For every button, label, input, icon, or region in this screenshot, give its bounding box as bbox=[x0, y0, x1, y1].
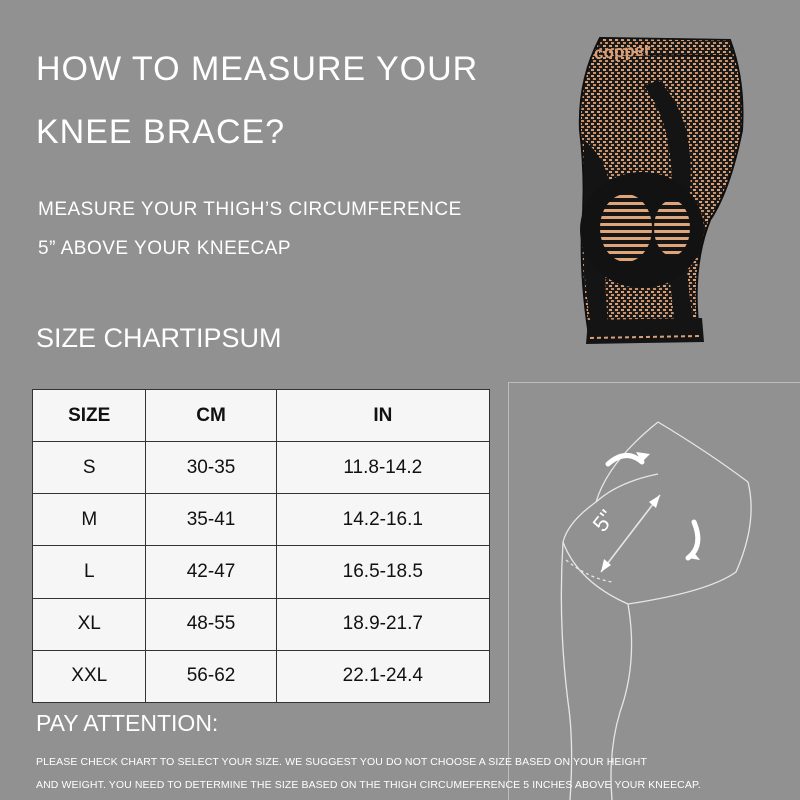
measurement-diagram bbox=[508, 382, 800, 800]
in-cell: 18.9-21.7 bbox=[276, 598, 489, 650]
size-cell: XXL bbox=[33, 650, 146, 702]
cm-cell: 30-35 bbox=[146, 442, 276, 494]
in-cell: 14.2-16.1 bbox=[276, 494, 489, 546]
table-header-row bbox=[33, 390, 490, 442]
title-line-1: HOW TO MEASURE YOUR bbox=[36, 50, 479, 88]
measure-distance-label: 5" bbox=[587, 505, 620, 537]
in-cell: 11.8-14.2 bbox=[276, 442, 489, 494]
in-cell: 16.5-18.5 bbox=[276, 546, 489, 598]
column-header-size: SIZE bbox=[33, 390, 146, 442]
size-chart-heading: SIZE CHARTIPSUM bbox=[36, 323, 282, 353]
size-cell: XL bbox=[33, 598, 146, 650]
cm-cell: 42-47 bbox=[146, 546, 276, 598]
size-cell: L bbox=[33, 546, 146, 598]
instruction-line-1: MEASURE YOUR THIGH’S CIRCUMFERENCE bbox=[38, 199, 462, 220]
table-row bbox=[33, 546, 490, 598]
table-row bbox=[33, 650, 490, 702]
in-cell: 22.1-24.4 bbox=[276, 650, 489, 702]
size-cell: M bbox=[33, 494, 146, 546]
attention-note-line-1: PLEASE CHECK CHART TO SELECT YOUR SIZE. WE SUGGEST YOU DO NOT CHOOSE A SIZE BASED ON YOUR HEIGHT bbox=[36, 756, 647, 768]
attention-note-line-2: AND WEIGHT. YOU NEED TO DETERMINE THE SIZE BASED ON THE THIGH CIRCUMEFERENCE 5 INCHES ABOVE YOUR KNEECAP. bbox=[36, 779, 701, 791]
table-row bbox=[33, 494, 490, 546]
cm-cell: 56-62 bbox=[146, 650, 276, 702]
attention-heading: PAY ATTENTION: bbox=[36, 710, 219, 736]
size-chart-table bbox=[32, 389, 490, 703]
knee-brace-image bbox=[560, 20, 770, 360]
column-header-cm: CM bbox=[146, 390, 276, 442]
instruction-line-2: 5” ABOVE YOUR KNEECAP bbox=[38, 238, 292, 259]
size-cell: S bbox=[33, 442, 146, 494]
cm-cell: 35-41 bbox=[146, 494, 276, 546]
table-row bbox=[33, 442, 490, 494]
column-header-in: IN bbox=[276, 390, 489, 442]
table-row bbox=[33, 598, 490, 650]
brand-logo-text: copper bbox=[593, 40, 652, 63]
title-line-2: KNEE BRACE? bbox=[36, 113, 286, 151]
cm-cell: 48-55 bbox=[146, 598, 276, 650]
